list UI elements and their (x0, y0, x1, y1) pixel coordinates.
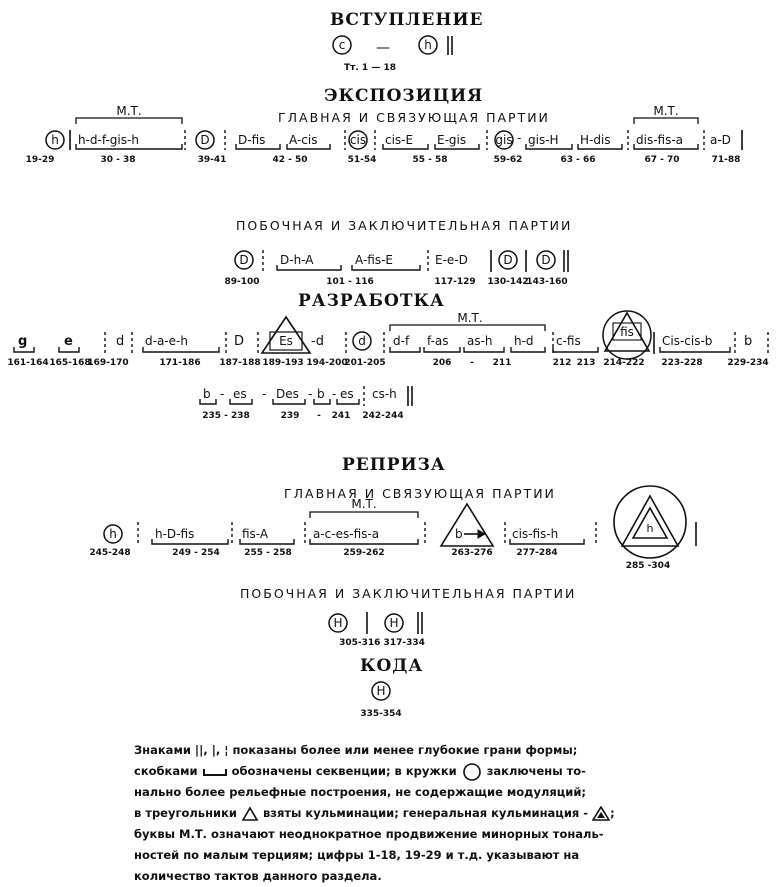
label: es (340, 387, 354, 401)
bar-range: 212 (552, 358, 572, 368)
bar-range: 63 - 66 (560, 155, 596, 165)
label: - (262, 387, 267, 401)
heading-intro: ВСТУПЛЕНИЕ (330, 10, 484, 30)
bar-range: 245-248 (89, 548, 131, 558)
dev-Es: Es (279, 334, 293, 348)
bar-range: 214-222 (603, 358, 645, 368)
bar-range: 189-193 (262, 358, 304, 368)
label: g (18, 334, 28, 349)
label: - (220, 387, 225, 401)
label: - (332, 387, 337, 401)
expo-h-label: h (51, 133, 59, 147)
label: e (64, 334, 73, 349)
bar-range: 229-234 (727, 358, 769, 368)
label: d-f (393, 334, 410, 348)
expo-D-label: D (200, 133, 210, 147)
recap-H2-label: H (389, 616, 399, 630)
label: dis-fis-a (636, 133, 684, 147)
heading-recap: РЕПРИЗА (342, 455, 446, 475)
side-D2-label: D (503, 253, 513, 267)
climax-triangle-b (441, 504, 493, 546)
label: E-e-D (435, 253, 468, 267)
bar-range: 101 - 116 (326, 277, 374, 287)
label: D (234, 334, 245, 349)
label: A-fis-E (355, 253, 393, 267)
recap-b: b (455, 527, 463, 541)
bar-range: 117-129 (434, 277, 476, 287)
bar-range: 161-164 (7, 358, 49, 368)
bar-range: 130-142 (487, 277, 529, 287)
heading-coda: КОДА (360, 656, 424, 676)
bar-range: - (317, 411, 321, 421)
bar-range: 55 - 58 (412, 155, 448, 165)
label: - (308, 387, 313, 401)
general-climax-icon (592, 806, 610, 821)
bar-range: 213 (576, 358, 596, 368)
label: -d (311, 334, 324, 349)
bar-range: 143-160 (526, 277, 568, 287)
subheading-side-closing-recap: ПОБОЧНАЯ И ЗАКЛЮЧИТЕЛЬНАЯ ПАРТИИ (240, 586, 577, 601)
bar-range: 249 - 254 (172, 548, 220, 558)
mt-label: М.Т. (116, 104, 142, 118)
bracket-icon (202, 766, 228, 778)
label: b (317, 387, 325, 401)
recap-H1-label: H (333, 616, 343, 630)
legend-text: буквы М.Т. означают неоднократное продвижение минорных тональ- (134, 827, 604, 841)
bar-range: 239 (280, 411, 300, 421)
label: as-h (467, 334, 493, 348)
label: b (203, 387, 211, 401)
dev-fis: fis (620, 325, 634, 339)
legend-text: ностей по малым терциям; цифры 1-18, 19-29 и т.д. указывают на (134, 848, 580, 862)
bar-range: 201-205 (344, 358, 386, 368)
heading-development: РАЗРАБОТКА (298, 291, 445, 311)
bar-range: 187-188 (219, 358, 261, 368)
label: f-as (427, 334, 449, 348)
bar-range: 335-354 (360, 709, 402, 719)
label: b (744, 334, 753, 349)
label: h-d (514, 334, 534, 348)
legend-bar-symbols: ||, |, ¦ (194, 743, 229, 757)
label: E-gis (437, 133, 467, 147)
mt-overbracket (634, 118, 698, 124)
side-D1-label: D (239, 253, 249, 267)
expo-gis-label: gis (495, 133, 513, 147)
bar-range: 194-200 (306, 358, 348, 368)
bar-range: 67 - 70 (644, 155, 680, 165)
label: cis-fis-h (512, 527, 559, 541)
bar-range: 241 (331, 411, 351, 421)
recap-h-label: h (109, 527, 117, 541)
mt-overbracket (76, 118, 182, 124)
bar-range: 223-228 (661, 358, 703, 368)
label: h-D-fis (155, 527, 195, 541)
legend-text: количество тактов данного раздела. (134, 869, 382, 883)
label: es (233, 387, 247, 401)
legend-text: взяты кульминации; генеральная кульминация - (262, 806, 589, 820)
intro-bars: Тт. 1 — 18 (344, 63, 396, 73)
triangle-icon (241, 806, 259, 821)
dev-d2-label: d (358, 334, 366, 348)
label: Des (276, 387, 299, 401)
bar-range: - (470, 358, 474, 368)
legend-text: Знаками (134, 743, 191, 757)
label: Cis-cis-b (662, 334, 713, 348)
bar-range: 169-170 (87, 358, 129, 368)
bar-range: 42 - 50 (272, 155, 308, 165)
legend-text: заключены то- (486, 764, 586, 778)
label: cs-h (372, 387, 397, 401)
subheading-main-link: ГЛАВНАЯ И СВЯЗУЮЩАЯ ПАРТИИ (278, 110, 550, 125)
legend: Знаками ||, |, ¦ показаны более или менее глубокие грани формы; скобками обозначены секвенции; в кружки заключены то- нально более рельефные построения, не содержащие модуляций; в треугольники взяты кульминации; генеральная кульминация - ; буквы М.Т. означают неоднократное продвижение минорных тональ- ностей по малым терциям; цифры 1-18, 19-29 и т.д. указывают на количество тактов данного раздела. (134, 740, 754, 887)
heading-exposition: ЭКСПОЗИЦИЯ (324, 86, 484, 106)
bar-range: 59-62 (493, 155, 523, 165)
legend-text: показаны более или менее глубокие грани формы; (232, 743, 578, 757)
legend-text: в треугольники (134, 806, 237, 820)
legend-text: обозначены секвенции; в кружки (231, 764, 457, 778)
mt-label: М.Т. (457, 311, 483, 325)
coda-H-label: H (376, 684, 386, 698)
bar-range: 171-186 (159, 358, 201, 368)
bar-range: 165-168 (49, 358, 91, 368)
recap-gen-h: h (646, 522, 654, 535)
mt-label: М.Т. (653, 104, 679, 118)
label: H-dis (580, 133, 611, 147)
mt-label: М.Т. (351, 497, 377, 511)
bar-range: 305-316 317-334 (339, 638, 425, 648)
bar-range: 259-262 (343, 548, 385, 558)
bar-range: 51-54 (347, 155, 377, 165)
bar-range: 39-41 (197, 155, 227, 165)
bar-range: 263-276 (451, 548, 493, 558)
bar-range: 19-29 (25, 155, 55, 165)
bar-range: 211 (492, 358, 512, 368)
intro-h-label: h (424, 38, 432, 52)
label: d-a-e-h (145, 334, 188, 348)
bar-range: 71-88 (711, 155, 741, 165)
label: d (116, 334, 125, 349)
expo-cis-label: cis (349, 133, 367, 147)
bar-range: 206 (432, 358, 452, 368)
label: a-D (710, 133, 731, 147)
mt-overbracket (310, 512, 418, 518)
label: c-fis (556, 334, 581, 348)
label: D-h-A (280, 253, 314, 267)
label: gis-H (528, 133, 559, 147)
bar-range: 89-100 (224, 277, 260, 287)
label: A-cis (289, 133, 318, 147)
bar-range: 242-244 (362, 411, 404, 421)
intro-dash: — (376, 40, 390, 56)
expo-seq1: h-d-f-gis-h (78, 133, 139, 147)
bar-range: 285 -304 (625, 561, 671, 571)
bar-range: 277-284 (516, 548, 558, 558)
label: a-c-es-fis-a (313, 527, 380, 541)
side-D3-label: D (541, 253, 551, 267)
legend-text: скобками (134, 764, 198, 778)
circle-icon (461, 763, 483, 781)
subheading-side-closing: ПОБОЧНАЯ И ЗАКЛЮЧИТЕЛЬНАЯ ПАРТИИ (236, 218, 573, 233)
legend-text: нально более рельефные построения, не содержащие модуляций; (134, 785, 587, 799)
subheading-main-link-recap: ГЛАВНАЯ И СВЯЗУЮЩАЯ ПАРТИИ (284, 486, 556, 501)
label: fis-A (242, 527, 269, 541)
bar-range: 235 - 238 (202, 411, 250, 421)
bar-range: 30 - 38 (100, 155, 136, 165)
label: - (517, 131, 522, 145)
bar-range: 255 - 258 (244, 548, 292, 558)
label: cis-E (385, 133, 414, 147)
label: D-fis (238, 133, 266, 147)
intro-c-label: c (338, 38, 346, 52)
mt-overbracket (390, 325, 545, 331)
